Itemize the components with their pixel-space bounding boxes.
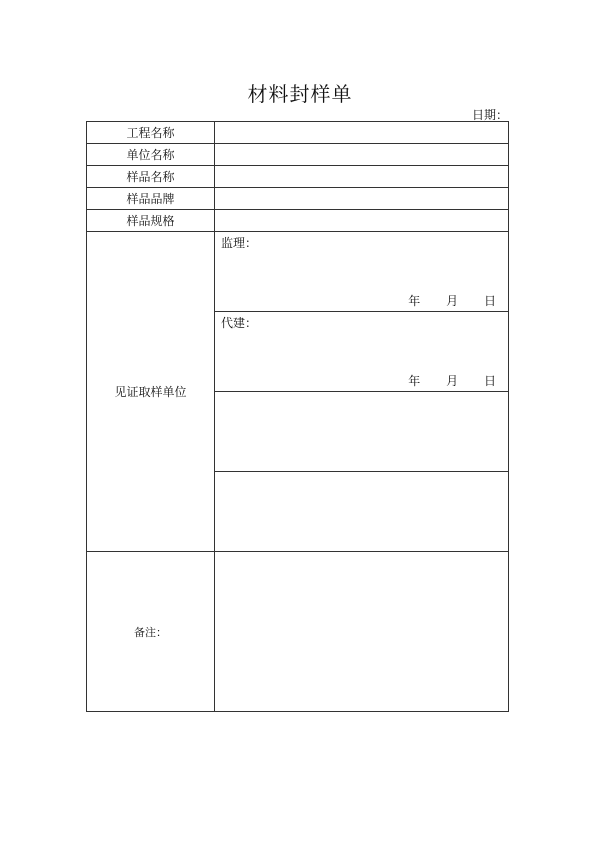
table-row-sample-spec [87,210,509,232]
agent-sign-cell[interactable] [215,312,509,392]
sample-brand-field[interactable] [215,188,509,210]
remarks-field[interactable] [215,552,509,712]
remarks-label: 备注： [87,552,215,712]
witness-blank-cell-2[interactable] [215,472,509,552]
agent-date [408,372,496,389]
witness-blank-cell-1[interactable] [215,392,509,472]
table-row-sample-brand [87,188,509,210]
date-label: 日期： [471,108,508,122]
year-label: 年 [408,294,421,308]
sample-brand-label: 样品品牌 [87,188,215,210]
sample-seal-form-table [86,121,509,712]
table-row-unit-name [87,144,509,166]
supervisor-sign-cell[interactable] [215,232,509,312]
unit-name-label: 单位名称 [87,144,215,166]
agent-label: 代建： [221,316,258,330]
witness-unit-label: 见证取样单位 [87,232,215,552]
year-label: 年 [408,374,421,388]
project-name-label: 工程名称 [87,122,215,144]
table-row-sample-name [87,166,509,188]
table-row-remarks [87,552,509,712]
supervisor-date [408,292,496,309]
table-row-project-name [87,122,509,144]
month-label: 月 [446,294,459,308]
month-label: 月 [446,374,459,388]
unit-name-field[interactable] [215,144,509,166]
sample-name-field[interactable] [215,166,509,188]
sample-name-label: 样品名称 [87,166,215,188]
project-name-field[interactable] [215,122,509,144]
day-label: 日 [483,374,496,388]
sample-spec-field[interactable] [215,210,509,232]
table-row-witness-supervisor [87,232,509,312]
sample-spec-label: 样品规格 [87,210,215,232]
supervisor-label: 监理： [221,236,258,250]
form-title: 材料封样单 [247,82,353,106]
day-label: 日 [483,294,496,308]
